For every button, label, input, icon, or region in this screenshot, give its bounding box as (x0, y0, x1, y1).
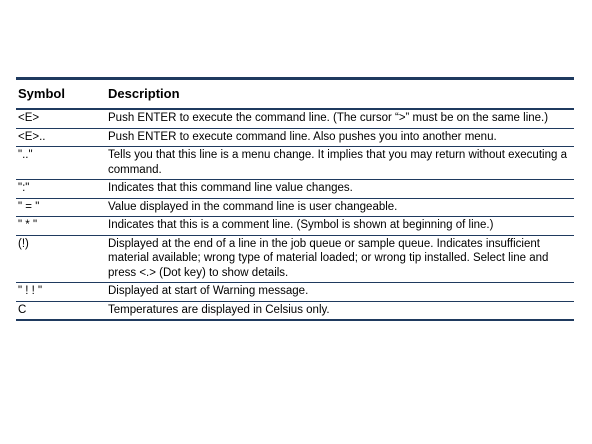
symbol-description-table (16, 77, 574, 321)
table-row (16, 283, 574, 302)
table-row (16, 236, 574, 284)
table-row (16, 180, 574, 199)
description-cell: Temperatures are displayed in Celsius only. (108, 303, 330, 316)
description-cell: Indicates that this command line value changes. (108, 182, 353, 194)
table-header-row (16, 80, 574, 110)
symbol-cell: C (18, 303, 27, 316)
table-row (16, 199, 574, 218)
description-cell: Displayed at start of Warning message. (108, 285, 309, 297)
symbol-cell: " * " (18, 219, 38, 231)
header-symbol: Symbol (18, 86, 65, 101)
symbol-cell: <E> (18, 112, 40, 124)
description-cell: Tells you that this line is a menu change. It implies that you may return without executing a command. (108, 149, 571, 176)
symbol-cell: ":" (18, 182, 30, 194)
table-row (16, 302, 574, 322)
table-row (16, 147, 574, 180)
table-row (16, 217, 574, 236)
table-row (16, 110, 574, 129)
table-row (16, 129, 574, 148)
symbol-cell: " ! ! " (18, 285, 43, 297)
symbol-cell: <E>.. (18, 130, 46, 143)
symbol-cell: ".." (18, 149, 33, 161)
description-cell: Push ENTER to execute command line. Also pushes you into another menu. (108, 130, 497, 143)
description-cell: Displayed at the end of a line in the job queue or sample queue. Indicates insufficient material available; wrong type of material loaded; or wrong tip installed. Select line and press <.> (Dot key) to show details. (108, 237, 552, 279)
description-cell: Indicates that this is a comment line. (Symbol is shown at beginning of line.) (108, 219, 494, 231)
symbol-cell: " = " (18, 200, 40, 213)
header-description: Description (108, 86, 180, 101)
symbol-cell: (!) (18, 237, 29, 250)
description-cell: Push ENTER to execute the command line. (The cursor “>” must be on the same line.) (108, 112, 549, 124)
description-cell: Value displayed in the command line is user changeable. (108, 200, 398, 213)
